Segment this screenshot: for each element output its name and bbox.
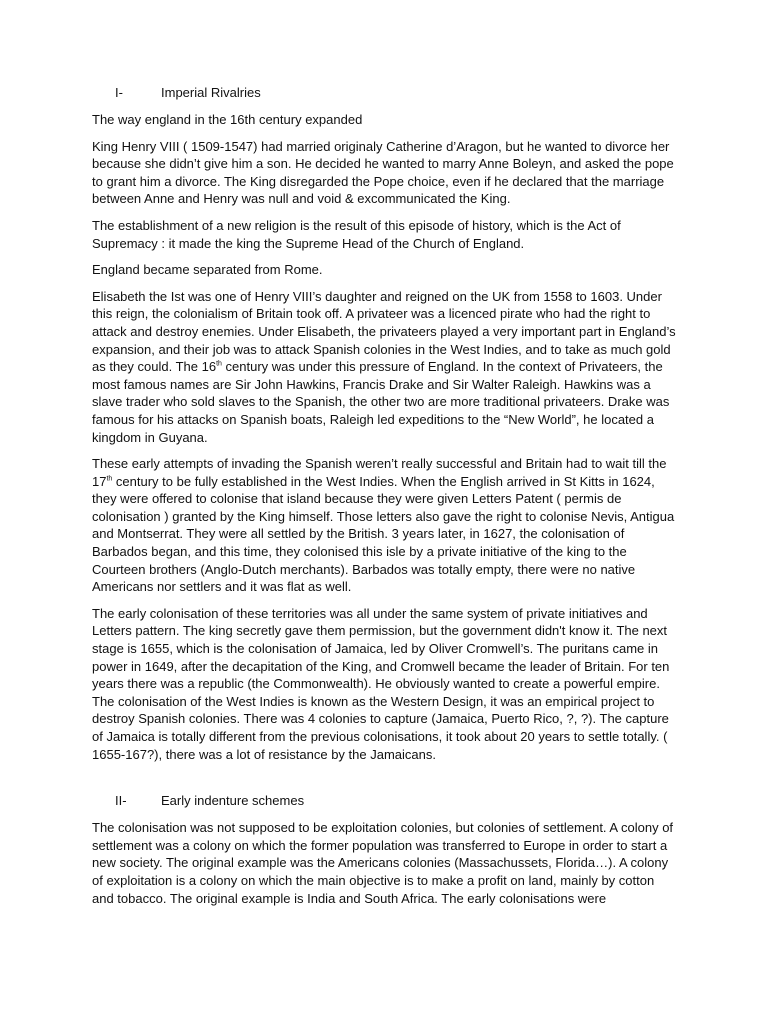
text-run: century was under this pressure of England. In the context of Privateers, the most famous names are Sir John Hawkins, Francis Drake and Sir Walter Raleigh. Hawkins was a slave trader who sold slaves to the Spanish, the other two are more traditional privateers. Drake was famous for his attacks on Spanish boats, Raleigh led expeditions to the “New World”, he located a kingdom in Guyana. xyxy=(92,359,670,445)
paragraph: The colonisation was not supposed to be exploitation colonies, but colonies of settlement. A colony of settlement was a colony on which the former population was transferred to Europe in order to start a new society. The original example was the Americans colonies (Massachussets, Florida…). A colony of exploitation is a colony on which the main objective is to make a profit on land, mainly by cotton and tobacco. The original example is India and South Africa. The early colonisations were xyxy=(92,820,674,906)
paragraph: The early colonisation of these territories was all under the same system of private initiatives and Letters pattern. The king secretly gave them permission, but the government didn't know it. The next stage is 1655, which is the colonisation of Jamaica, led by Oliver Cromwell’s. The puritans came in power in 1649, after the decapitation of the King, and Cromwell became the leader of Britain. For ten years there was a republic (the Commonwealth). He obviously wanted to create a powerful empire. The colonisation of the West Indies is known as the Western Design, it was an empirical project to destroy Spanish colonies. There was 4 colonies to capture (Jamaica, Puerto Rico, ?, ?). The capture of Jamaica is totally different from the previous colonisations, it took about 20 years to settle totally. ( 1655-167?), there was a lot of resistance by the Jamaicans. xyxy=(92,605,670,762)
section-number: I- xyxy=(115,85,123,100)
section-title: Imperial Rivalries xyxy=(161,85,261,100)
text-run: century to be fully established in the West Indies. When the English arrived in St Kitts in 1624, they were offered to colonise that island because they were given Letters Patent ( permis de colonisation ) granted by the King himself. Those letters also gave the right to colonise Nevis, Antigua and Montserrat. They were all settled by the British. 3 years later, in 1627, the colonisation of Barbados began, and this time, they colonised this isle by a private initiative of the king to the Courteen brothers (Anglo-Dutch merchants). Barbados was totally empty, there were no native Americans nor settlers and it was flat as well. xyxy=(92,473,675,595)
section-heading-1 xyxy=(92,84,676,102)
paragraph xyxy=(92,455,676,596)
superscript: th xyxy=(216,360,222,368)
text-run: These early attempts of invading the Spanish weren’t really successful and Britain had to wait till the 17 xyxy=(92,456,667,489)
section-heading-2 xyxy=(92,792,676,810)
paragraph: England became separated from Rome. xyxy=(92,262,323,278)
paragraph: The way england in the 16th century expanded xyxy=(92,112,363,127)
paragraph: King Henry VIII ( 1509-1547) had married originaly Catherine d’Aragon, but he wanted to divorce her because she didn’t give him a son. He decided he wanted to marry Anne Boleyn, and asked the pope to grant him a divorce. The King disregarded the Pope choice, even if he declared that the marriage between Anne and Henry was null and void & excommunicated the King. xyxy=(92,138,674,207)
superscript: th xyxy=(106,475,113,483)
text-run: Elisabeth the Ist was one of Henry VIII’s daughter and reigned on the UK from 1558 to 1603. Under this reign, the colonialism of Britain took off. A privateer was a licenced pirate who had the right to attack and destroy enemies. Under Elisabeth, the privateers played a very important part in England’s expansion, and their job was to attack Spanish colonies in the West Indies, and to take as much gold as they could. The 16 xyxy=(92,288,676,375)
paragraph xyxy=(92,288,676,446)
section-title: Early indenture schemes xyxy=(161,793,305,809)
section-number: II- xyxy=(115,793,127,809)
paragraph: The establishment of a new religion is the result of this episode of history, which is the Act of Supremacy : it made the king the Supreme Head of the Church of England. xyxy=(92,217,621,251)
